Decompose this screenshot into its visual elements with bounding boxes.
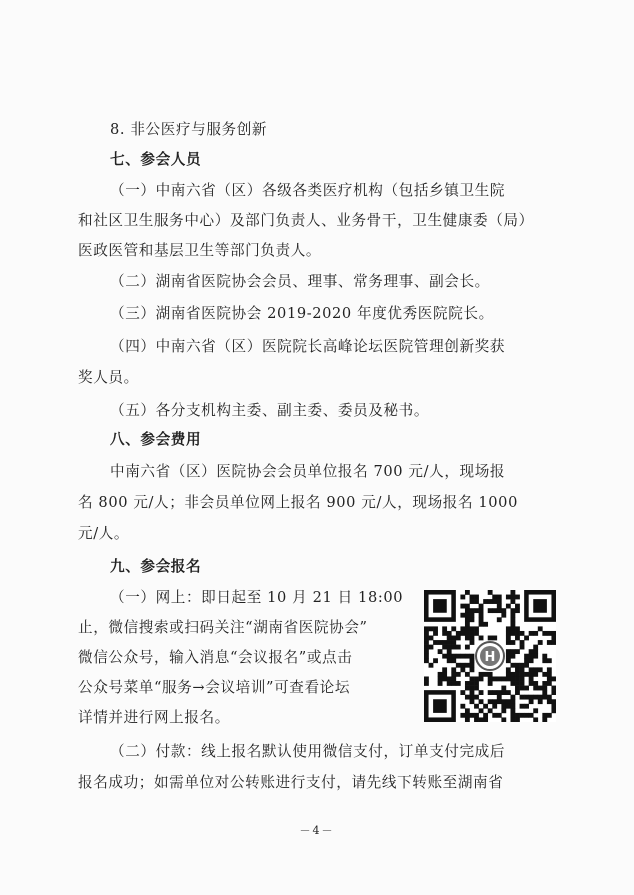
paragraph-line: （一）中南六省（区）各级各类医疗机构（包括乡镇卫生院 xyxy=(110,182,506,199)
paragraph-line: （三）湖南省医院协会 2019-2020 年度优秀医院院长。 xyxy=(110,305,494,322)
list-item-8: 8. 非公医疗与服务创新 xyxy=(110,121,268,138)
qr-logo xyxy=(476,642,504,670)
page-number: －4－ xyxy=(299,824,335,837)
paragraph-line: 公众号菜单“服务→会议培训”可查看论坛 xyxy=(78,679,351,696)
section-heading-registration: 九、参会报名 xyxy=(110,558,202,575)
paragraph-line: 奖人员。 xyxy=(78,369,139,386)
paragraph-line: （一）网上：即日起至 10 月 21 日 18:00 xyxy=(110,589,404,606)
paragraph-line: 元/人。 xyxy=(78,525,130,542)
paragraph-line: 医政医管和基层卫生等部门负责人。 xyxy=(78,242,322,259)
paragraph-line: （四）中南六省（区）医院院长高峰论坛医院管理创新奖获 xyxy=(110,338,506,355)
paragraph-line: （五）各分支机构主委、副主委、委员及秘书。 xyxy=(110,402,430,419)
paragraph-line: 微信公众号，输入消息“会议报名”或点击 xyxy=(78,649,353,666)
paragraph-line: （二）付款：线上报名默认使用微信支付，订单支付完成后 xyxy=(110,743,506,760)
qr-code[interactable] xyxy=(424,590,556,722)
paragraph-line: 报名成功；如需单位对公转账进行支付，请先线下转账至湖南省 xyxy=(78,774,504,791)
paragraph-line: 和社区卫生服务中心）及部门负责人、业务骨干，卫生健康委（局） xyxy=(78,212,534,229)
paragraph-line: 中南六省（区）医院协会会员单位报名 700 元/人，现场报 xyxy=(110,463,506,480)
paragraph-line: 详情并进行网上报名。 xyxy=(78,709,230,726)
paragraph-line: 名 800 元/人；非会员单位网上报名 900 元/人，现场报名 1000 xyxy=(78,494,518,511)
qr-code-image xyxy=(424,590,556,722)
paragraph-line: （二）湖南省医院协会会员、理事、常务理事、副会长。 xyxy=(110,273,490,290)
svg-text:H: H xyxy=(484,650,496,665)
paragraph-line: 止，微信搜索或扫码关注“湖南省医院协会” xyxy=(78,619,368,636)
section-heading-fees: 八、参会费用 xyxy=(110,431,202,448)
section-heading-attendees: 七、参会人员 xyxy=(110,151,202,168)
